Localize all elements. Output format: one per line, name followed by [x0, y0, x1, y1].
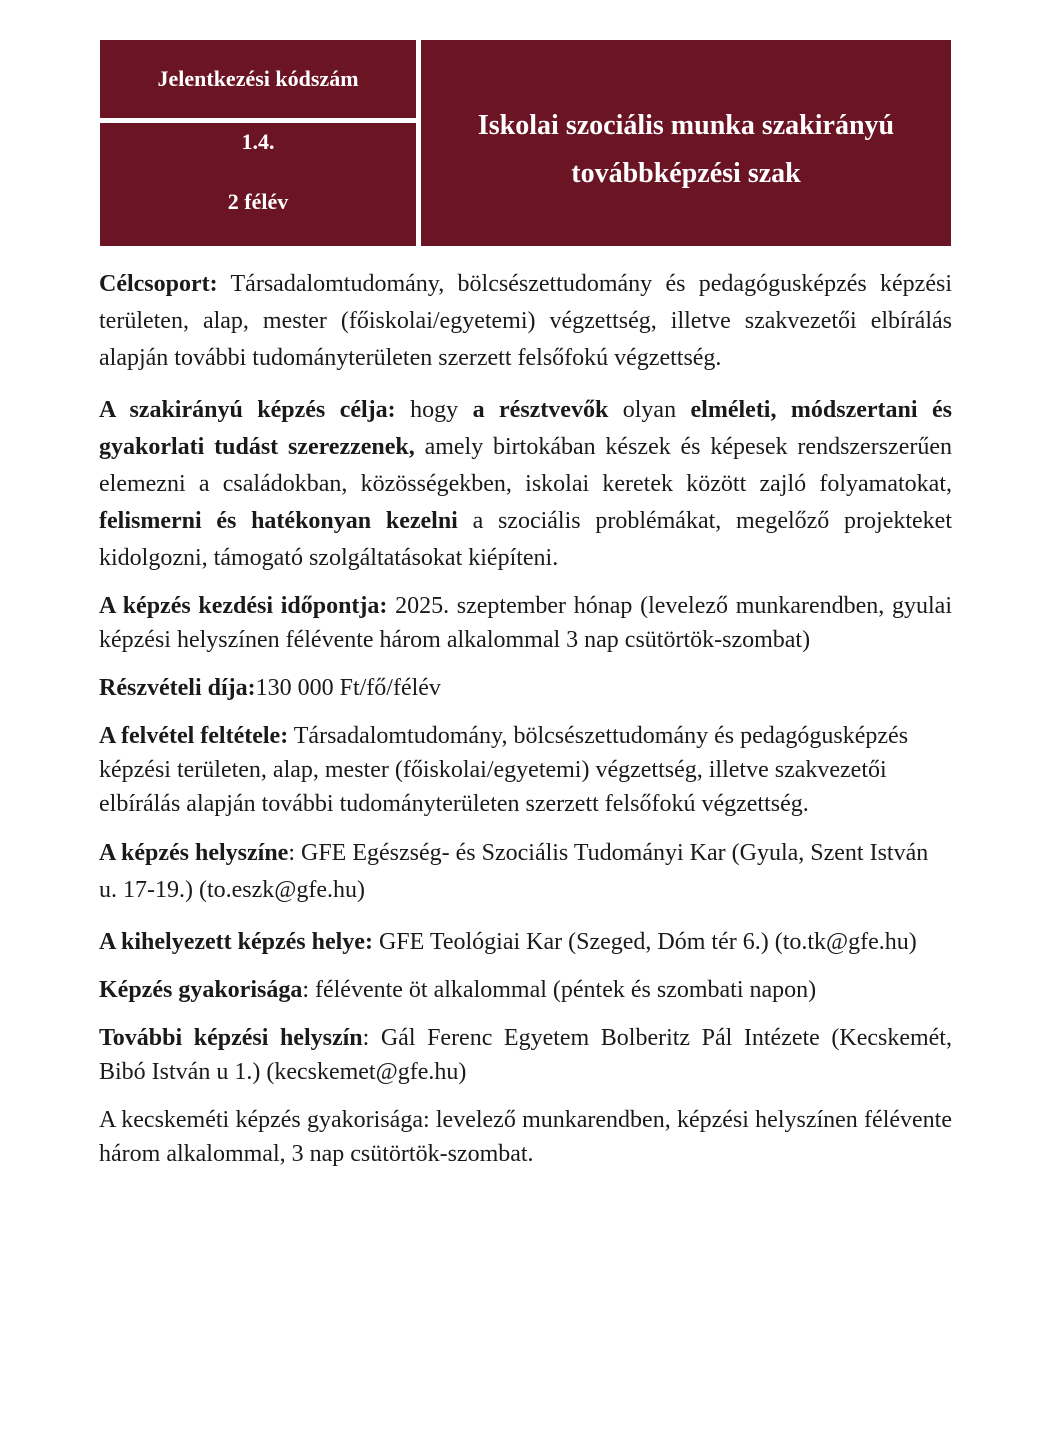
training-goal-paragraph [99, 392, 952, 577]
target-group-paragraph [99, 266, 952, 377]
admission-label: A felvétel feltétele: [99, 723, 289, 749]
frequency-paragraph [99, 973, 952, 1007]
external-location-text: GFE Teológiai Kar (Szeged, Dóm tér 6.) (to.tk@gfe.hu) [372, 929, 917, 955]
start-date-label: A képzés kezdési időpontja: [99, 593, 388, 619]
kecskemet-frequency-paragraph [99, 1103, 952, 1171]
fee-text: 130 000 Ft/fő/félév [255, 675, 441, 701]
additional-location-paragraph [99, 1021, 952, 1089]
application-code-label-box [100, 40, 416, 118]
location-paragraph [99, 835, 952, 909]
training-goal-bold-2: elméleti, módszertani és gyakorlati tudást szerezzenek, [99, 397, 953, 460]
application-code-label: Jelentkezési kódszám [157, 66, 359, 91]
kecskemet-frequency-text: A kecskeméti képzés gyakorisága: levelező munkarendben, képzési helyszínen félévente három alkalommal, 3 nap csütörtök-szombat. [99, 1107, 952, 1167]
fee-label: Részvételi díja: [99, 675, 256, 701]
training-goal-bold-3: felismerni és hatékonyan kezelni [99, 508, 458, 534]
location-text: : GFE Egészség- és Szociális Tudományi Kar (Gyula, Szent István u. 17-19.) (to.eszk@gfe.hu) [99, 840, 929, 903]
frequency-label: Képzés gyakorisága [99, 977, 303, 1003]
additional-location-text: : Gál Ferenc Egyetem Bolberitz Pál Intézete (Kecskemét, Bibó István u 1.) (kecskemet@gfe.hu) [99, 1025, 952, 1085]
start-date-paragraph [99, 589, 952, 657]
location-label: A képzés helyszíne [99, 840, 289, 866]
external-location-paragraph [99, 925, 952, 959]
program-title-box [421, 40, 951, 246]
frequency-text: : félévente öt alkalommal (péntek és szombati napon) [302, 977, 817, 1003]
start-date-text: 2025. szeptember hónap (levelező munkarendben, gyulai képzési helyszínen félévente három alkalommal 3 nap csütörtök-szombat) [99, 593, 952, 653]
program-title: Iskolai szociális munka szakirányú továbbképzési szak [477, 110, 895, 189]
training-goal-text-2: olyan [608, 397, 691, 423]
training-goal-text-3: amely birtokában készek és képesek rendszerszerűen elemezni a családokban, közösségekben, iskolai keretek között zajló folyamatokat, [99, 434, 952, 497]
program-description [99, 266, 952, 1171]
training-goal-label: A szakirányú képzés célja: [99, 397, 396, 423]
target-group-text: Társadalomtudomány, bölcsészettudomány és pedagógusképzés képzési területen, alap, mester (főiskolai/egyetemi) végzettség, illetve szakvezetői elbírálás alapján további tudományterületen szerzett felsőfokú végzettség. [99, 271, 952, 371]
target-group-label: Célcsoport: [99, 271, 218, 297]
fee-paragraph [99, 671, 952, 705]
training-goal-text-4: a szociális problémákat, megelőző projekteket kidolgozni, támogató szolgáltatásokat kiépíteni. [99, 508, 952, 571]
training-goal-text-1: hogy [395, 397, 473, 423]
additional-location-label: További képzési helyszín [99, 1025, 363, 1051]
admission-text: Társadalomtudomány, bölcsészettudomány és pedagógusképzés képzési területen, alap, mester (főiskolai/egyetemi) végzettség, illetve szakvezetői elbírálás alapján további tudományterületen szerzett felsőfokú végzettség. [99, 723, 909, 817]
semester-count: 2 félév [227, 189, 289, 214]
external-location-label: A kihelyezett képzés helye: [99, 929, 373, 955]
application-code-box [100, 123, 416, 246]
application-code: 1.4. [241, 129, 275, 154]
training-goal-bold-1: a résztvevők [472, 397, 609, 423]
admission-paragraph [99, 719, 952, 821]
